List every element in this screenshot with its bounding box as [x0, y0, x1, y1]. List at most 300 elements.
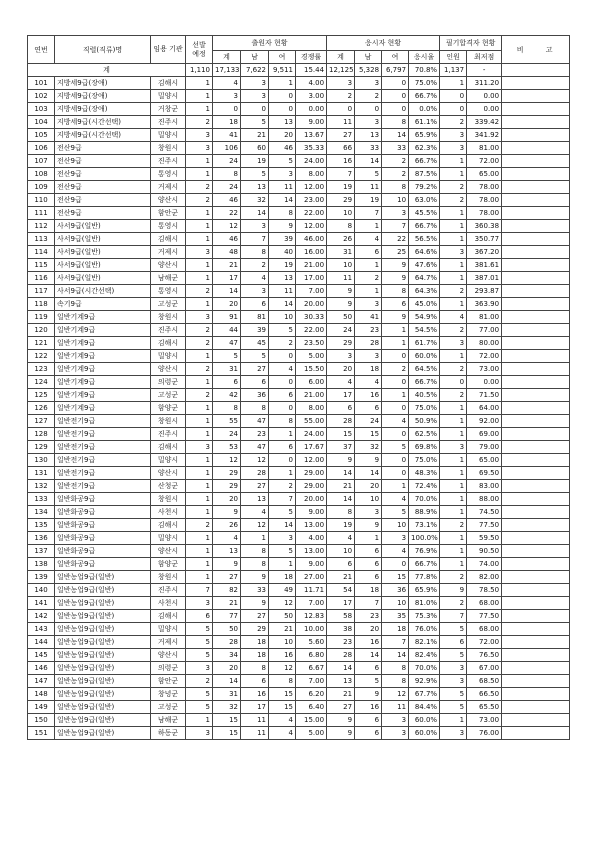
- table-row: [28, 480, 570, 493]
- cell-take-total: 13: [327, 675, 355, 688]
- cell-pass-count: 0: [440, 90, 467, 103]
- cell-planned: 1: [186, 415, 213, 428]
- cell-take-male: 16: [355, 701, 382, 714]
- table-row: [28, 506, 570, 519]
- cell-take-rate: 64.7%: [409, 272, 440, 285]
- cell-planned: 2: [186, 519, 213, 532]
- cell-app-female: 39: [269, 233, 296, 246]
- table-row: [28, 142, 570, 155]
- cell-position: 지방세9급(장애): [55, 90, 151, 103]
- cell-take-female: 8: [382, 675, 409, 688]
- cell-pass-count: 1: [440, 77, 467, 90]
- cell-take-rate: 62.5%: [409, 428, 440, 441]
- cell-position: 사서9급(일반): [55, 259, 151, 272]
- cell-app-total: 21: [213, 597, 241, 610]
- cell-take-total: 9: [327, 298, 355, 311]
- cell-app-total: 106: [213, 142, 241, 155]
- cell-app-total: 28: [213, 636, 241, 649]
- cell-remarks: [502, 597, 570, 610]
- cell-planned: 3: [186, 129, 213, 142]
- cell-min-score: 77.00: [467, 324, 502, 337]
- cell-no: 107: [28, 155, 55, 168]
- cell-take-male: 32: [355, 441, 382, 454]
- cell-app-male: 2: [241, 259, 269, 272]
- cell-ratio: 21.00: [296, 259, 327, 272]
- cell-pass-count: 1: [440, 467, 467, 480]
- header-take-male: 남: [355, 51, 382, 64]
- table-row: [28, 311, 570, 324]
- cell-no: 130: [28, 454, 55, 467]
- cell-app-female: 0: [269, 90, 296, 103]
- cell-position: 일반기계9급: [55, 363, 151, 376]
- cell-app-female: 9: [269, 220, 296, 233]
- cell-no: 135: [28, 519, 55, 532]
- cell-take-male: 6: [355, 545, 382, 558]
- cell-remarks: [502, 324, 570, 337]
- table-row: [28, 207, 570, 220]
- cell-take-rate: 75.0%: [409, 402, 440, 415]
- table-row: [28, 675, 570, 688]
- table-row: [28, 441, 570, 454]
- cell-ratio: 6.67: [296, 662, 327, 675]
- cell-app-male: 36: [241, 389, 269, 402]
- header-ratio: 경쟁률: [296, 51, 327, 64]
- cell-min-score: 92.00: [467, 415, 502, 428]
- cell-min-score: 77.50: [467, 519, 502, 532]
- cell-ratio: 17.67: [296, 441, 327, 454]
- table-row: [28, 129, 570, 142]
- cell-take-female: 0: [382, 467, 409, 480]
- cell-no: 123: [28, 363, 55, 376]
- cell-pass-count: 1: [440, 272, 467, 285]
- cell-take-rate: 56.5%: [409, 233, 440, 246]
- table-row: [28, 246, 570, 259]
- cell-app-male: 11: [241, 714, 269, 727]
- cell-take-total: 14: [327, 493, 355, 506]
- cell-pass-count: 1: [440, 415, 467, 428]
- cell-position: 일반기계9급: [55, 324, 151, 337]
- cell-planned: 3: [186, 441, 213, 454]
- cell-min-score: 71.50: [467, 389, 502, 402]
- cell-remarks: [502, 558, 570, 571]
- cell-app-total: 27: [213, 571, 241, 584]
- cell-take-total: 21: [327, 688, 355, 701]
- cell-planned: 1: [186, 714, 213, 727]
- cell-take-rate: 84.4%: [409, 701, 440, 714]
- cell-remarks: [502, 493, 570, 506]
- cell-planned: 1: [186, 220, 213, 233]
- cell-take-female: 0: [382, 90, 409, 103]
- cell-ratio: 7.00: [296, 597, 327, 610]
- cell-agency: 남해군: [151, 272, 186, 285]
- cell-take-female: 2: [382, 155, 409, 168]
- cell-ratio: 20.00: [296, 493, 327, 506]
- cell-no: 111: [28, 207, 55, 220]
- cell-app-female: 14: [269, 519, 296, 532]
- cell-agency: 진주시: [151, 428, 186, 441]
- cell-app-male: 19: [241, 155, 269, 168]
- header-row-top: [28, 36, 570, 51]
- cell-min-score: 68.50: [467, 675, 502, 688]
- cell-min-score: 67.00: [467, 662, 502, 675]
- cell-min-score: 69.50: [467, 467, 502, 480]
- cell-take-total: 37: [327, 441, 355, 454]
- cell-remarks: [502, 519, 570, 532]
- table-row: [28, 571, 570, 584]
- cell-position: 일반농업9급(일반): [55, 662, 151, 675]
- cell-app-male: 11: [241, 727, 269, 740]
- cell-app-male: 18: [241, 636, 269, 649]
- cell-min-score: 311.20: [467, 77, 502, 90]
- cell-min-score: 88.00: [467, 493, 502, 506]
- cell-no: 120: [28, 324, 55, 337]
- cell-take-female: 0: [382, 376, 409, 389]
- cell-planned: 1: [186, 77, 213, 90]
- cell-position: 사서9급(일반): [55, 246, 151, 259]
- cell-pass-count: 5: [440, 623, 467, 636]
- header-take-rate: 응시율: [409, 51, 440, 64]
- cell-take-female: 8: [382, 662, 409, 675]
- cell-agency: 양산시: [151, 467, 186, 480]
- cell-take-female: 0: [382, 454, 409, 467]
- cell-take-male: 5: [355, 168, 382, 181]
- cell-min-score: 68.00: [467, 623, 502, 636]
- cell-remarks: [502, 168, 570, 181]
- cell-ratio: 35.33: [296, 142, 327, 155]
- cell-min-score: 59.50: [467, 532, 502, 545]
- cell-app-total: 31: [213, 688, 241, 701]
- cell-position: 사서9급(일반): [55, 220, 151, 233]
- cell-take-total: 11: [327, 116, 355, 129]
- cell-app-female: 0: [269, 402, 296, 415]
- table-row: [28, 636, 570, 649]
- cell-app-male: 8: [241, 558, 269, 571]
- cell-app-total: 4: [213, 77, 241, 90]
- cell-planned: 1: [186, 545, 213, 558]
- recruitment-statistics-sheet: [27, 35, 569, 740]
- cell-no: 149: [28, 701, 55, 714]
- table-row: [28, 116, 570, 129]
- cell-ratio: 20.00: [296, 298, 327, 311]
- cell-take-total: 28: [327, 649, 355, 662]
- cell-app-female: 6: [269, 441, 296, 454]
- cell-take-total: 19: [327, 181, 355, 194]
- cell-take-rate: 0.0%: [409, 103, 440, 116]
- cell-take-total: 6: [327, 558, 355, 571]
- cell-app-female: 2: [269, 337, 296, 350]
- cell-take-rate: 70.0%: [409, 662, 440, 675]
- cell-position: 일반농업9급(일반): [55, 675, 151, 688]
- cell-planned: 3: [186, 246, 213, 259]
- cell-pass-count: 3: [440, 337, 467, 350]
- cell-remarks: [502, 77, 570, 90]
- cell-remarks: [502, 571, 570, 584]
- cell-take-total: 8: [327, 506, 355, 519]
- cell-take-rate: 76.0%: [409, 623, 440, 636]
- table-row: [28, 376, 570, 389]
- cell-app-female: 0: [269, 350, 296, 363]
- cell-app-male: 6: [241, 376, 269, 389]
- cell-take-female: 9: [382, 259, 409, 272]
- cell-take-female: 2: [382, 363, 409, 376]
- cell-take-rate: 45.0%: [409, 298, 440, 311]
- cell-app-total: 55: [213, 415, 241, 428]
- cell-take-male: 1: [355, 220, 382, 233]
- cell-app-female: 13: [269, 116, 296, 129]
- cell-no: 108: [28, 168, 55, 181]
- total-take-total: 12,125: [327, 64, 355, 77]
- table-row: [28, 493, 570, 506]
- cell-no: 136: [28, 532, 55, 545]
- cell-agency: 창원시: [151, 493, 186, 506]
- cell-app-male: 33: [241, 584, 269, 597]
- cell-ratio: 13.00: [296, 519, 327, 532]
- cell-agency: 밀양시: [151, 90, 186, 103]
- cell-app-total: 14: [213, 675, 241, 688]
- cell-min-score: 339.42: [467, 116, 502, 129]
- cell-app-female: 1: [269, 428, 296, 441]
- cell-take-rate: 60.0%: [409, 714, 440, 727]
- cell-no: 139: [28, 571, 55, 584]
- cell-pass-count: 2: [440, 285, 467, 298]
- cell-pass-count: 2: [440, 597, 467, 610]
- cell-app-female: 5: [269, 155, 296, 168]
- cell-app-male: 12: [241, 519, 269, 532]
- cell-min-score: 0.00: [467, 376, 502, 389]
- table-row: [28, 584, 570, 597]
- cell-pass-count: 1: [440, 714, 467, 727]
- cell-take-rate: 75.3%: [409, 610, 440, 623]
- header-applicants: 출원자 현황: [213, 36, 327, 51]
- cell-app-female: 1: [269, 77, 296, 90]
- cell-take-rate: 66.7%: [409, 90, 440, 103]
- cell-remarks: [502, 532, 570, 545]
- cell-take-total: 3: [327, 350, 355, 363]
- cell-min-score: 76.50: [467, 649, 502, 662]
- cell-take-female: 8: [382, 116, 409, 129]
- total-take-rate: 70.8%: [409, 64, 440, 77]
- cell-app-total: 14: [213, 285, 241, 298]
- cell-min-score: 83.00: [467, 480, 502, 493]
- cell-take-total: 58: [327, 610, 355, 623]
- cell-app-total: 50: [213, 623, 241, 636]
- cell-take-male: 24: [355, 415, 382, 428]
- cell-app-total: 26: [213, 519, 241, 532]
- cell-agency: 진주시: [151, 324, 186, 337]
- cell-min-score: 363.90: [467, 298, 502, 311]
- cell-app-male: 8: [241, 402, 269, 415]
- cell-position: 사서9급(일반): [55, 272, 151, 285]
- applicant-status-table: [27, 35, 570, 740]
- cell-take-male: 3: [355, 298, 382, 311]
- cell-take-rate: 64.5%: [409, 363, 440, 376]
- cell-no: 116: [28, 272, 55, 285]
- cell-agency: 진주시: [151, 584, 186, 597]
- cell-agency: 함안군: [151, 207, 186, 220]
- cell-agency: 산청군: [151, 480, 186, 493]
- cell-app-female: 0: [269, 454, 296, 467]
- cell-take-total: 9: [327, 454, 355, 467]
- cell-app-male: 17: [241, 701, 269, 714]
- cell-app-male: 3: [241, 77, 269, 90]
- cell-planned: 1: [186, 467, 213, 480]
- cell-planned: 1: [186, 207, 213, 220]
- cell-take-male: 6: [355, 662, 382, 675]
- cell-take-male: 4: [355, 233, 382, 246]
- cell-take-rate: 65.9%: [409, 584, 440, 597]
- cell-app-female: 0: [269, 376, 296, 389]
- cell-position: 속기9급: [55, 298, 151, 311]
- cell-no: 125: [28, 389, 55, 402]
- cell-pass-count: 1: [440, 155, 467, 168]
- cell-app-total: 24: [213, 155, 241, 168]
- cell-ratio: 5.00: [296, 727, 327, 740]
- cell-remarks: [502, 610, 570, 623]
- cell-remarks: [502, 623, 570, 636]
- cell-app-female: 19: [269, 259, 296, 272]
- cell-min-score: 82.00: [467, 571, 502, 584]
- cell-pass-count: 2: [440, 363, 467, 376]
- cell-take-male: 2: [355, 90, 382, 103]
- cell-take-rate: 67.7%: [409, 688, 440, 701]
- cell-position: 일반전기9급: [55, 454, 151, 467]
- cell-position: 전산9급: [55, 168, 151, 181]
- cell-app-total: 20: [213, 493, 241, 506]
- cell-agency: 김해시: [151, 441, 186, 454]
- cell-planned: 1: [186, 272, 213, 285]
- total-app-female: 9,511: [269, 64, 296, 77]
- cell-remarks: [502, 155, 570, 168]
- cell-take-female: 3: [382, 207, 409, 220]
- cell-take-male: 9: [355, 519, 382, 532]
- cell-agency: 사천시: [151, 506, 186, 519]
- cell-agency: 창녕군: [151, 688, 186, 701]
- cell-take-male: 14: [355, 155, 382, 168]
- total-planned: 1,110: [186, 64, 213, 77]
- cell-position: 일반화공9급: [55, 532, 151, 545]
- cell-app-total: 31: [213, 363, 241, 376]
- cell-app-male: 18: [241, 649, 269, 662]
- cell-app-total: 3: [213, 90, 241, 103]
- cell-take-female: 3: [382, 532, 409, 545]
- cell-app-female: 20: [269, 129, 296, 142]
- cell-position: 일반화공9급: [55, 558, 151, 571]
- cell-take-total: 14: [327, 467, 355, 480]
- cell-app-female: 3: [269, 168, 296, 181]
- cell-ratio: 5.00: [296, 350, 327, 363]
- cell-remarks: [502, 194, 570, 207]
- cell-position: 일반전기9급: [55, 415, 151, 428]
- cell-app-male: 81: [241, 311, 269, 324]
- cell-app-female: 8: [269, 675, 296, 688]
- cell-remarks: [502, 454, 570, 467]
- table-row: [28, 363, 570, 376]
- cell-ratio: 21.00: [296, 389, 327, 402]
- cell-pass-count: 2: [440, 571, 467, 584]
- cell-no: 121: [28, 337, 55, 350]
- cell-pass-count: 1: [440, 259, 467, 272]
- cell-no: 115: [28, 259, 55, 272]
- cell-app-total: 91: [213, 311, 241, 324]
- cell-position: 일반전기9급: [55, 441, 151, 454]
- table-row: [28, 181, 570, 194]
- cell-take-female: 10: [382, 519, 409, 532]
- cell-app-total: 47: [213, 337, 241, 350]
- cell-planned: 1: [186, 168, 213, 181]
- cell-planned: 5: [186, 649, 213, 662]
- cell-take-rate: 77.8%: [409, 571, 440, 584]
- cell-agency: 양산시: [151, 649, 186, 662]
- total-pass-count: 1,137: [440, 64, 467, 77]
- cell-pass-count: 1: [440, 207, 467, 220]
- cell-take-female: 7: [382, 636, 409, 649]
- table-row: [28, 714, 570, 727]
- cell-min-score: 79.00: [467, 441, 502, 454]
- cell-take-total: 20: [327, 363, 355, 376]
- cell-pass-count: 5: [440, 649, 467, 662]
- cell-agency: 진주시: [151, 155, 186, 168]
- cell-min-score: 64.00: [467, 402, 502, 415]
- cell-min-score: 65.00: [467, 454, 502, 467]
- cell-position: 일반기계9급: [55, 337, 151, 350]
- cell-agency: 고성군: [151, 389, 186, 402]
- cell-take-male: 20: [355, 623, 382, 636]
- cell-min-score: 77.50: [467, 610, 502, 623]
- cell-app-total: 9: [213, 506, 241, 519]
- table-row: [28, 623, 570, 636]
- cell-planned: 1: [186, 454, 213, 467]
- cell-app-total: 22: [213, 207, 241, 220]
- cell-no: 110: [28, 194, 55, 207]
- cell-no: 144: [28, 636, 55, 649]
- cell-no: 141: [28, 597, 55, 610]
- cell-remarks: [502, 480, 570, 493]
- cell-take-rate: 82.1%: [409, 636, 440, 649]
- cell-take-female: 36: [382, 584, 409, 597]
- cell-take-male: 14: [355, 649, 382, 662]
- total-remarks: [502, 64, 570, 77]
- cell-planned: 5: [186, 623, 213, 636]
- cell-ratio: 30.33: [296, 311, 327, 324]
- cell-app-female: 10: [269, 636, 296, 649]
- cell-no: 138: [28, 558, 55, 571]
- cell-app-male: 12: [241, 454, 269, 467]
- cell-agency: 김해시: [151, 77, 186, 90]
- cell-take-female: 0: [382, 558, 409, 571]
- cell-agency: 통영시: [151, 285, 186, 298]
- cell-take-rate: 48.3%: [409, 467, 440, 480]
- cell-app-male: 27: [241, 610, 269, 623]
- cell-take-male: 23: [355, 324, 382, 337]
- cell-min-score: 350.77: [467, 233, 502, 246]
- cell-ratio: 12.00: [296, 181, 327, 194]
- cell-take-total: 26: [327, 233, 355, 246]
- cell-take-female: 9: [382, 272, 409, 285]
- cell-agency: 양산시: [151, 363, 186, 376]
- cell-planned: 2: [186, 363, 213, 376]
- cell-take-total: 11: [327, 272, 355, 285]
- total-take-male: 5,328: [355, 64, 382, 77]
- cell-pass-count: 9: [440, 584, 467, 597]
- cell-take-total: 54: [327, 584, 355, 597]
- cell-min-score: 381.61: [467, 259, 502, 272]
- cell-take-rate: 45.5%: [409, 207, 440, 220]
- table-row: [28, 77, 570, 90]
- cell-ratio: 15.50: [296, 363, 327, 376]
- cell-take-total: 24: [327, 324, 355, 337]
- cell-take-female: 9: [382, 311, 409, 324]
- cell-app-female: 5: [269, 324, 296, 337]
